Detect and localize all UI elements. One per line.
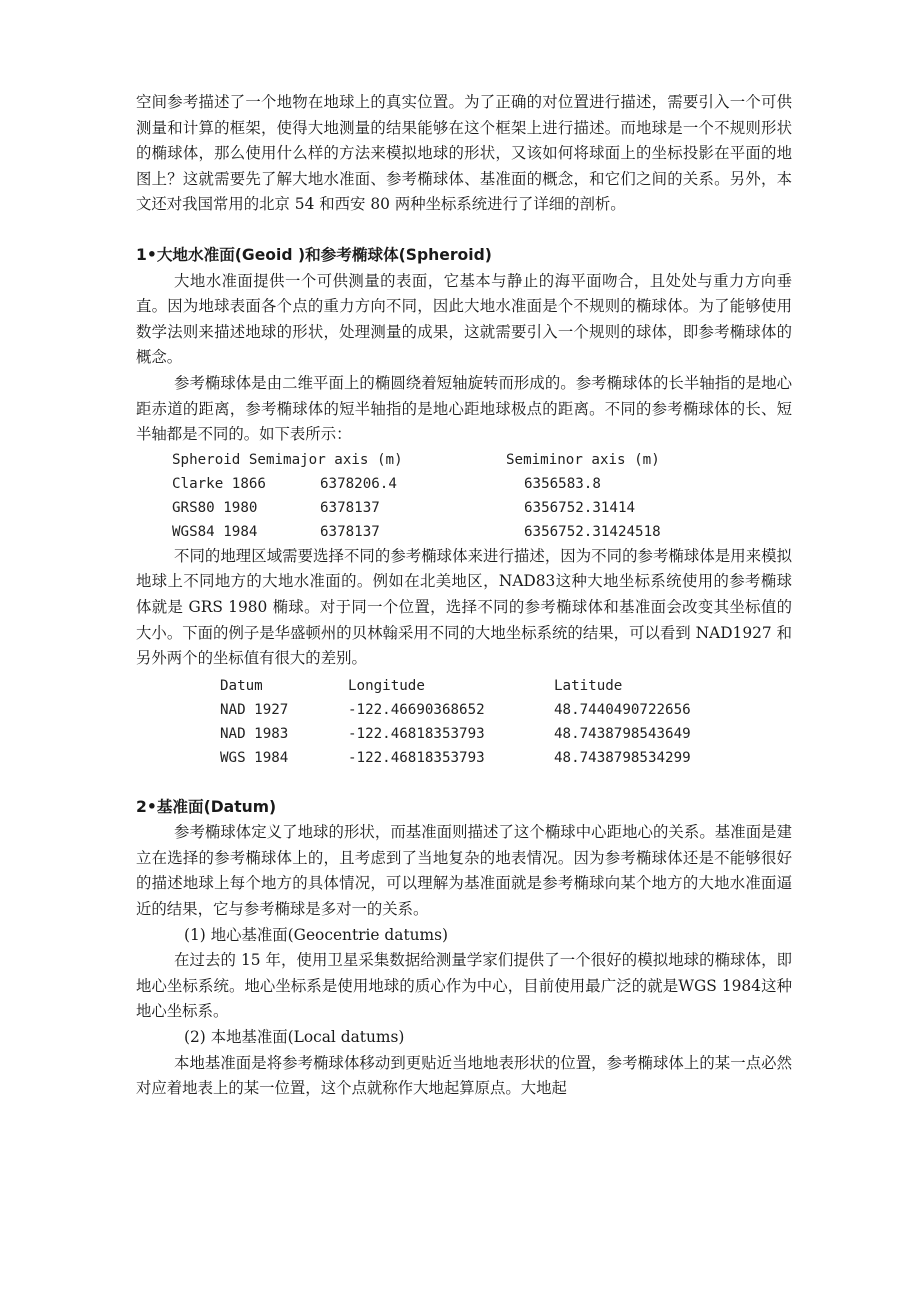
longitude-cell: -122.46690368652 [348, 701, 485, 718]
datum-header-cell: Longitude [348, 677, 425, 694]
latitude-cell: 48.7438798543649 [554, 725, 691, 742]
semimajor-cell: 6378137 [320, 523, 380, 540]
subsection-2-label: (2) 本地基准面(Local datums) [184, 1028, 405, 1047]
section-1-paragraph-3: 不同的地理区域需要选择不同的参考椭球体来进行描述，因为不同的参考椭球体是用来模拟地球上不同地方的大地水准面的。例如在北美地区，NAD83这种大地坐标系统使用的参考椭球体就是 GRS 1980 椭球。对于同一个位置，选择不同的参考椭球体和基准面会改变其坐标值的大小。下面的例子是华盛顿州的贝林翰采用不同的大地坐标系统的结果，可以看到 NAD1927 和另外两个的坐标值有很大的差别。 [136, 546, 792, 668]
datum-name-cell: NAD 1927 [220, 701, 289, 718]
section-2-heading: 2•基准面(Datum) [136, 797, 277, 816]
datum-table [220, 674, 792, 770]
subsection-2-paragraph: 本地基准面是将参考椭球体移动到更贴近当地地表形状的位置，参考椭球体上的某一点必然对应着地表上的某一位置，这个点就称作大地起算原点。大地起 [136, 1053, 792, 1098]
spheroid-table-header [172, 448, 792, 472]
subsection-1-label: (1) 地心基准面(Geocentrie datums) [184, 925, 449, 944]
semimajor-cell: 6378206.4 [320, 475, 397, 492]
datum-header-cell: Datum [220, 677, 263, 694]
section-1-paragraph-2: 参考椭球体是由二维平面上的椭圆绕着短轴旋转而形成的。参考椭球体的长半轴指的是地心距赤道的距离，参考椭球体的短半轴指的是地心距地球极点的距离。不同的参考椭球体的长、短半轴都是不同的。如下表所示： [136, 373, 792, 444]
latitude-cell: 48.7440490722656 [554, 701, 691, 718]
longitude-cell: -122.46818353793 [348, 749, 485, 766]
spheroid-header-cell: Semiminor axis (m) [506, 451, 660, 468]
intro-paragraph: 空间参考描述了一个地物在地球上的真实位置。为了正确的对位置进行描述，需要引入一个可供测量和计算的框架，使得大地测量的结果能够在这个框架上进行描述。而地球是一个不规则形状的椭球体，那么使用什么样的方法来模拟地球的形状，又该如何将球面上的坐标投影在平面的地图上？这就需要先了解大地水准面、参考椭球体、基准面的概念，和它们之间的关系。另外，本文还对我国常用的北京 54 和西安 80 两种坐标系统进行了详细的剖析。 [136, 93, 792, 214]
semiminor-cell: 6356752.31424518 [524, 523, 661, 540]
datum-table-row [220, 698, 792, 722]
datum-table-row [220, 746, 792, 770]
datum-name-cell: NAD 1983 [220, 725, 289, 742]
longitude-cell: -122.46818353793 [348, 725, 485, 742]
spheroid-table [172, 448, 792, 544]
spheroid-name-cell: Clarke 1866 [172, 475, 266, 492]
section-1-heading: 1•大地水准面(Geoid )和参考椭球体(Spheroid) [136, 245, 492, 264]
spheroid-name-cell: GRS80 1980 [172, 499, 258, 516]
datum-table-row [220, 722, 792, 746]
spheroid-table-row [172, 472, 792, 496]
spheroid-name-cell: WGS84 1984 [172, 523, 258, 540]
semiminor-cell: 6356583.8 [524, 475, 601, 492]
document-body [136, 90, 792, 1102]
datum-name-cell: WGS 1984 [220, 749, 289, 766]
section-1-paragraph-1: 大地水准面提供一个可供测量的表面，它基本与静止的海平面吻合，且处处与重力方向垂直。因为地球表面各个点的重力方向不同，因此大地水准面是个不规则的椭球体。为了能够使用数学法则来描述地球的形状，处理测量的成果，这就需要引入一个规则的球体，即参考椭球体的概念。 [136, 271, 792, 367]
datum-header-cell: Latitude [554, 677, 623, 694]
section-2-paragraph-1: 参考椭球体定义了地球的形状，而基准面则描述了这个椭球中心距地心的关系。基准面是建立在选择的参考椭球体上的，且考虑到了当地复杂的地表情况。因为参考椭球体还是不能够很好的描述地球上每个地方的具体情况，可以理解为基准面就是参考椭球向某个地方的大地水准面逼近的结果，它与参考椭球是多对一的关系。 [136, 823, 792, 919]
spheroid-table-row [172, 496, 792, 520]
datum-table-header [220, 674, 792, 698]
semiminor-cell: 6356752.31414 [524, 499, 636, 516]
spheroid-header-cell: Spheroid Semimajor axis (m) [172, 451, 403, 468]
latitude-cell: 48.7438798534299 [554, 749, 691, 766]
subsection-1-paragraph: 在过去的 15 年，使用卫星采集数据给测量学家们提供了一个很好的模拟地球的椭球体，即地心坐标系统。地心坐标系是使用地球的质心作为中心，目前使用最广泛的就是WGS 1984这种地心坐标系。 [136, 951, 792, 1021]
semimajor-cell: 6378137 [320, 499, 380, 516]
spheroid-table-row [172, 520, 792, 544]
